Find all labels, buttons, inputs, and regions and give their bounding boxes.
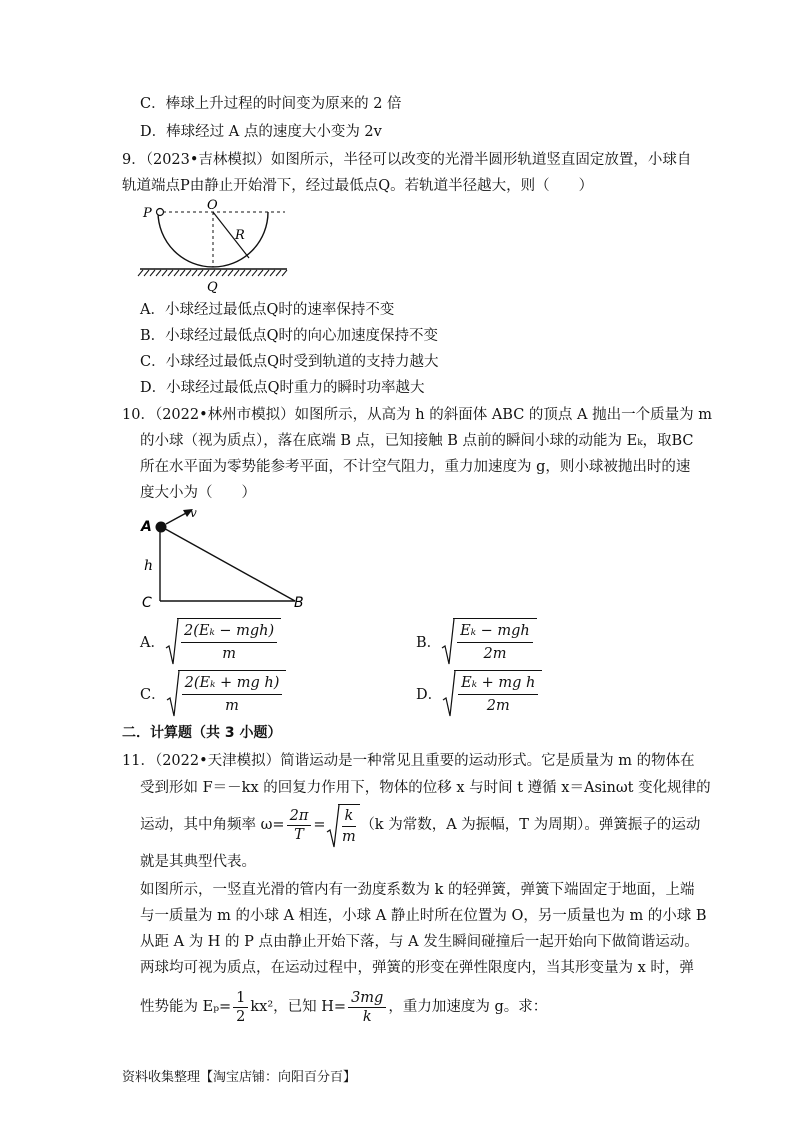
- q9-label-r: R: [235, 228, 245, 243]
- q9-semicircle-track-figure: [135, 198, 295, 294]
- q10-option-b-numerator: Eₖ − mgℎ: [457, 620, 533, 643]
- q10-option-a: [140, 618, 281, 665]
- q9-option-d: D．小球经过最低点Q时重力的瞬时功率越大: [140, 380, 425, 396]
- q11-frac1-num: 2π: [287, 807, 312, 826]
- q10-option-a-label: A．: [140, 635, 165, 651]
- q9-option-c: C．小球经过最低点Q时受到轨道的支持力越大: [140, 354, 439, 370]
- q10-option-b: [416, 618, 537, 665]
- q11-frac4-den: k: [362, 1008, 372, 1025]
- q10-option-c-sqrt: [166, 670, 287, 717]
- q10-option-b-label: B．: [416, 635, 442, 651]
- q11-frac3-num: 1: [233, 989, 248, 1008]
- q10-option-d-sqrt: [442, 670, 542, 717]
- q11-frac4-num: 3mg: [348, 989, 386, 1008]
- q10-label-c: C: [142, 595, 152, 611]
- q10-option-c: [140, 670, 286, 717]
- q10-option-a-denominator: m: [222, 646, 236, 662]
- q11-fraction-2pi-over-t: [287, 807, 312, 844]
- q10-option-d-numerator: Eₖ + mg ℎ: [458, 672, 538, 695]
- q11-line5: 如图所示，一竖直光滑的管内有一劲度系数为 k 的轻弹簧，弹簧下端固定于地面，上端: [140, 882, 695, 898]
- q10-option-d-label: D．: [416, 687, 443, 703]
- q11-line3-eq: =: [313, 817, 326, 833]
- q10-ball-icon: [156, 522, 167, 533]
- q11-line8: 两球均可视为质点，在运动过程中，弹簧的形变在弹性限度内，当其形变量为 x 时，弹: [140, 960, 694, 976]
- q9-label-q: Q: [207, 280, 218, 294]
- q11-line3-pre: 运动，其中角频率 ω=: [140, 817, 285, 833]
- q11-fraction-half: [233, 989, 248, 1026]
- footer-text: 资料收集整理【淘宝店铺：向阳百分百】: [122, 1070, 357, 1085]
- q11-sqrt-k-over-m: [326, 804, 361, 847]
- q11-line3-post: （k 为常数，A 为振幅，T 为周期）。弹簧振子的运动: [360, 817, 701, 833]
- q9-option-a: A．小球经过最低点Q时的速率保持不变: [140, 302, 395, 318]
- q11-frac3-den: 2: [236, 1008, 246, 1025]
- q10-option-d-denominator: 2m: [486, 698, 510, 714]
- q11-line2: 受到形如 F＝－kx 的回复力作用下，物体的位移 x 与时间 t 遵循 x＝Asinωt 变化规律的: [140, 780, 711, 796]
- q10-stem-line2: 的小球（视为质点），落在底端 B 点，已知接触 B 点前的瞬间小球的动能为 Eₖ，取BC: [140, 433, 694, 449]
- q11-line9-post: ，重力加速度为 g。求：: [388, 999, 548, 1015]
- q8-option-c: C．棒球上升过程的时间变为原来的 2 倍: [140, 96, 402, 112]
- q9-label-p: P: [143, 206, 152, 221]
- q10-stem-line4: 度大小为（ ）: [140, 485, 256, 501]
- q8-option-d: D．棒球经过 A 点的速度大小变为 2v: [140, 124, 382, 140]
- q11-fraction-3mg-over-k: [348, 989, 386, 1026]
- q10-option-c-numerator: 2(Eₖ + mg ℎ): [182, 672, 283, 695]
- q10-stem-line1: 10．（2022•林州市模拟）如图所示，从高为 h 的斜面体 ABC 的顶点 A 抛出一个质量为 m: [122, 407, 712, 423]
- q9-label-o: O: [207, 198, 218, 213]
- q10-option-a-numerator: 2(Eₖ − mgℎ): [181, 620, 277, 643]
- section-title: 二．计算题（共 3 小题）: [122, 725, 282, 741]
- q11-frac2-den: m: [342, 828, 356, 845]
- q11-line1: 11．（2022•天津模拟）简谐运动是一种常见且重要的运动形式。它是质量为 m 的物体在: [122, 753, 695, 769]
- q11-line9-mid: kx²，已知 H=: [250, 999, 347, 1015]
- q11-line4: 就是其典型代表。: [140, 854, 256, 870]
- q11-line6: 与一质量为 m 的小球 A 相连，小球 A 静止时所在位置为 O，另一质量也为 m 的小球 B: [140, 908, 707, 924]
- q10-option-b-denominator: 2m: [483, 646, 507, 662]
- q10-label-a: A: [141, 519, 152, 535]
- q10-option-c-denominator: m: [225, 698, 239, 714]
- q9-ball-icon: [157, 209, 164, 216]
- q10-incline-figure: [135, 500, 315, 612]
- q10-option-d: [416, 670, 542, 717]
- q11-frac1-den: T: [294, 826, 304, 843]
- q10-option-c-label: C．: [140, 687, 166, 703]
- q10-option-a-sqrt: [165, 618, 281, 665]
- q11-line9: [140, 984, 547, 1030]
- q9-stem-line1: 9．（2023•吉林模拟）如图所示，半径可以改变的光滑半圆形轨道竖直固定放置，小球自: [122, 152, 692, 168]
- q11-line7: 从距 A 为 H 的 P 点由静止开始下落，与 A 发生瞬间碰撞后一起开始向下做简谐运动。: [140, 934, 699, 950]
- q9-option-b: B．小球经过最低点Q时的向心加速度保持不变: [140, 328, 439, 344]
- q10-label-v: v: [190, 506, 197, 520]
- q10-label-h: h: [144, 558, 154, 574]
- q11-line3: [140, 802, 700, 848]
- q10-label-b: B: [294, 595, 304, 611]
- q11-line9-pre: 性势能为 Eₚ=: [140, 999, 232, 1015]
- q10-option-b-sqrt: [441, 618, 537, 665]
- q10-stem-line3: 所在水平面为零势能参考平面，不计空气阻力，重力加速度为 g，则小球被抛出时的速: [140, 459, 691, 475]
- q11-frac2-num: k: [342, 806, 357, 827]
- q9-stem-line2: 轨道端点P由静止开始滑下，经过最低点Q。若轨道半径越大，则（ ）: [122, 178, 594, 194]
